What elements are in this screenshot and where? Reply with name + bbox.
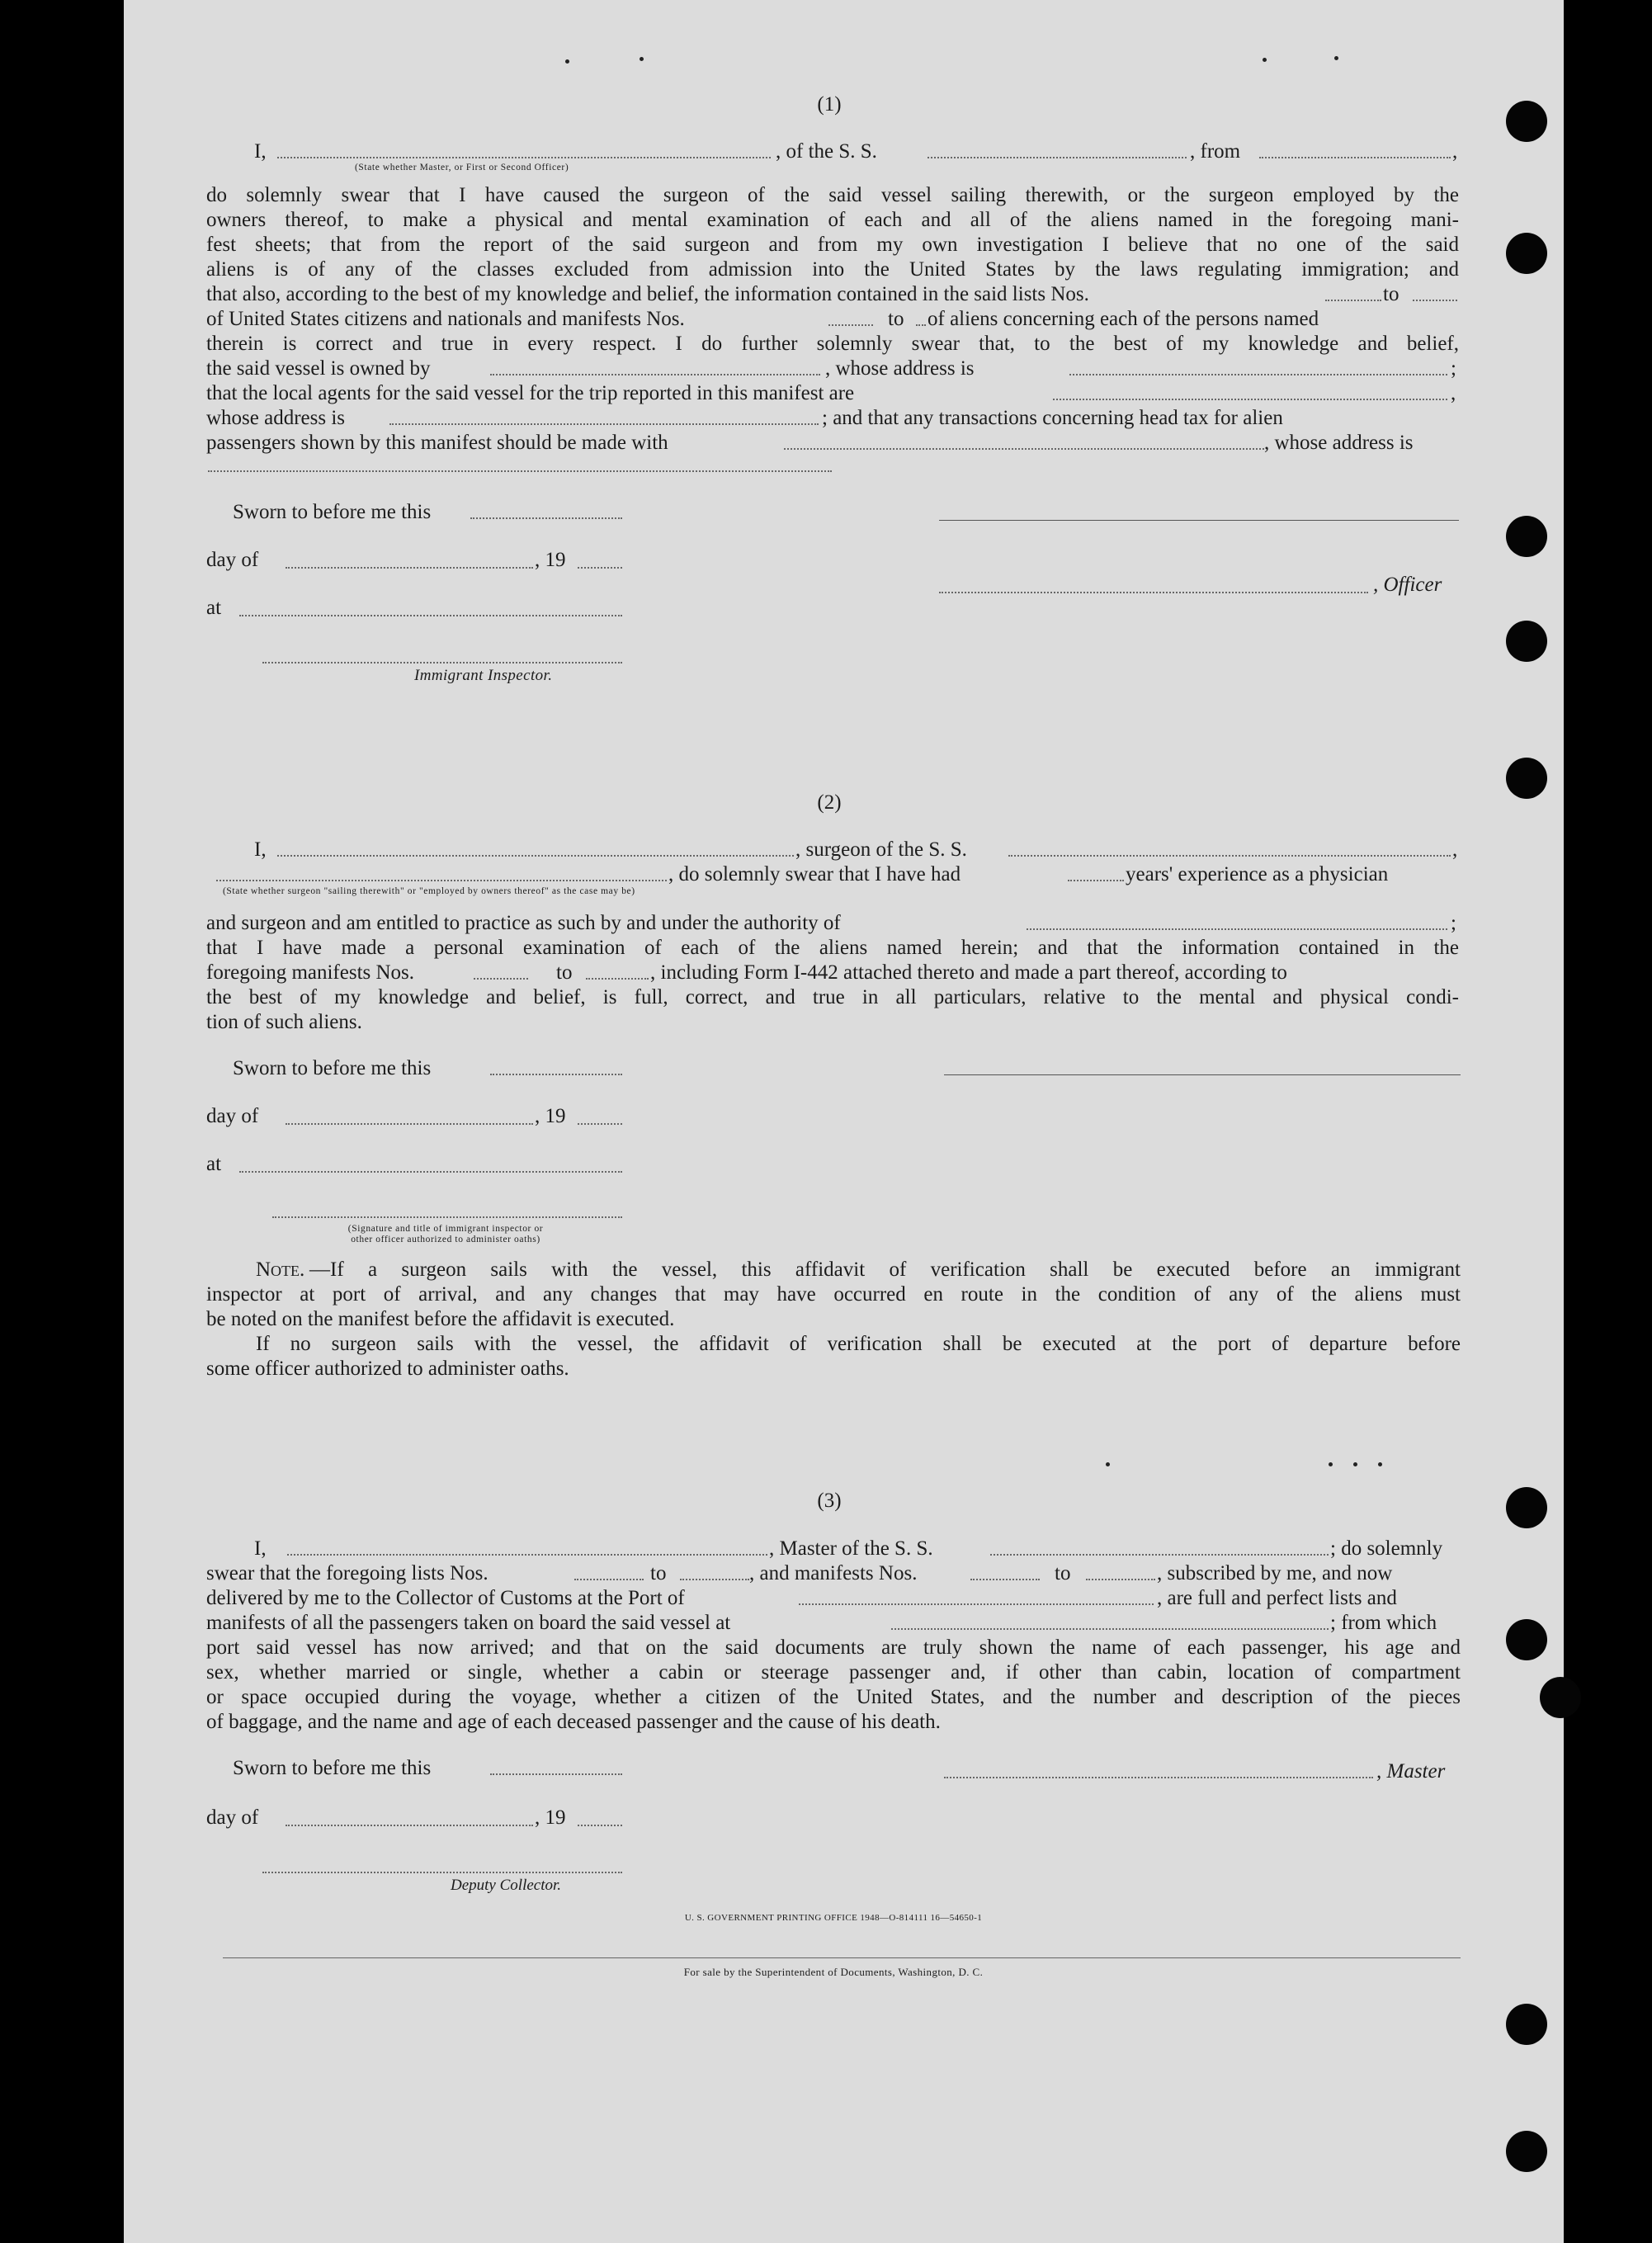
- sworn-date-field[interactable]: [490, 1074, 622, 1075]
- officer-label: , Officer: [1373, 574, 1442, 596]
- speck: [1329, 1462, 1333, 1466]
- note-label: Note.: [256, 1258, 305, 1281]
- month-field[interactable]: [286, 1123, 533, 1125]
- line-end-semicolon: ;: [1451, 357, 1456, 380]
- manifests-label: foregoing manifests Nos.: [206, 961, 415, 984]
- inspector-label: Immigrant Inspector.: [414, 667, 553, 684]
- owner-address-field[interactable]: [1069, 374, 1447, 375]
- master-name-field[interactable]: [287, 1554, 767, 1556]
- officer-name-field[interactable]: [277, 157, 771, 158]
- oath-line: passengers shown by this manifest should be made with: [206, 432, 668, 454]
- oath-line: fest sheets; that from the report of the said surgeon and from my own investigation I believe that no one of the said: [206, 234, 1459, 256]
- whose-address-label: , whose address is: [1264, 432, 1414, 454]
- surgeon-status-field[interactable]: [216, 880, 667, 881]
- punch-hole: [1506, 516, 1547, 557]
- authority-label: and surgeon and am entitled to practice as such by and under the authority of: [206, 912, 841, 934]
- local-agents-label: that the local agents for the said vessel for the trip reported in this manifest are: [206, 382, 855, 404]
- printing-office-line: U. S. GOVERNMENT PRINTING OFFICE 1948—O-814111 16—54650-1: [684, 1913, 983, 1923]
- officer-rank-note: (State whether Master, or First or Second Officer): [355, 163, 569, 172]
- oath-line: or space occupied during the voyage, whether a citizen of the United States, and the number and description of the pieces: [206, 1686, 1461, 1708]
- master-label: , Master: [1376, 1760, 1446, 1783]
- master-signature-field[interactable]: [944, 1777, 1373, 1778]
- surgeon-vessel-field[interactable]: [1008, 855, 1451, 857]
- note-line: inspector at port of arrival, and any changes that may have occurred en route in the condition of any of the aliens must: [206, 1283, 1461, 1306]
- month-field[interactable]: [286, 1825, 533, 1826]
- i-label: I,: [254, 140, 267, 163]
- from-which-label: ; from which: [1330, 1612, 1437, 1634]
- head-tax-address-field[interactable]: [208, 470, 832, 472]
- day-of-label: day of: [206, 549, 259, 571]
- vessel-name-field[interactable]: [927, 157, 1187, 158]
- subscribed-label: , subscribed by me, and now: [1157, 1562, 1393, 1584]
- year-label: , 19: [535, 1806, 566, 1829]
- oath-line: tion of such aliens.: [206, 1011, 362, 1033]
- solemnly-label: ; do solemnly: [1330, 1537, 1443, 1560]
- surgeon-signature-line[interactable]: [944, 1074, 1461, 1075]
- local-agents-field[interactable]: [1053, 399, 1447, 400]
- punch-hole: [1506, 101, 1547, 142]
- at-label: at: [206, 1153, 222, 1175]
- to-label: to: [1055, 1562, 1071, 1584]
- manifests-from-field[interactable]: [970, 1579, 1040, 1580]
- owner-field[interactable]: [490, 374, 820, 375]
- manifests-from-field[interactable]: [474, 978, 528, 980]
- sworn-date-field[interactable]: [470, 517, 622, 519]
- place-field[interactable]: [239, 1171, 622, 1173]
- oath-line: , including Form I-442 attached thereto and made a part thereof, according to: [650, 961, 1287, 984]
- oath-line: ; and that any transactions concerning head tax for alien: [822, 407, 1283, 429]
- manifests-to-field[interactable]: [586, 978, 649, 980]
- speck: [1353, 1462, 1357, 1466]
- inspector-signature-field[interactable]: [262, 662, 622, 663]
- departure-port-field[interactable]: [1259, 157, 1451, 158]
- punch-hole: [1540, 1677, 1581, 1718]
- oath-line: sex, whether married or single, whether a cabin or steerage passenger and, if other than cabin, location of compartment: [206, 1661, 1461, 1683]
- to-label: to: [888, 308, 904, 330]
- manifests-label: , and manifests Nos.: [749, 1562, 918, 1584]
- section-1-number: (1): [817, 93, 842, 116]
- master-ss-label: , Master of the S. S.: [769, 1537, 933, 1560]
- day-of-label: day of: [206, 1105, 259, 1127]
- month-field[interactable]: [286, 567, 533, 569]
- collector-port-label: delivered by me to the Collector of Customs at the Port of: [206, 1587, 685, 1609]
- oath-line: owners thereof, to make a physical and mental examination of each and all of the aliens named in the foregoing mani-: [206, 209, 1459, 231]
- i-label: I,: [254, 838, 267, 861]
- of-ss-label: , of the S. S.: [776, 140, 877, 163]
- note-line: —If a surgeon sails with the vessel, this affidavit of verification shall be executed before an immigrant: [309, 1258, 1461, 1281]
- from-label: , from: [1190, 140, 1241, 163]
- officer-signature-line[interactable]: [939, 520, 1459, 521]
- oath-line: aliens is of any of the classes excluded from admission into the United States by the laws regulating immigration; and: [206, 258, 1459, 281]
- punch-hole: [1506, 2004, 1547, 2045]
- day-of-label: day of: [206, 1806, 259, 1829]
- i-label: I,: [254, 1537, 267, 1560]
- whose-address-label: , whose address is: [825, 357, 975, 380]
- speck: [640, 57, 644, 61]
- line-end-comma: ,: [1452, 140, 1458, 163]
- officer-title-field[interactable]: [939, 592, 1368, 593]
- manifests-from-field[interactable]: [828, 324, 873, 326]
- punch-hole: [1506, 1487, 1547, 1528]
- year-label: , 19: [535, 1105, 566, 1127]
- section-2-number: (2): [817, 791, 842, 814]
- oath-line: that also, according to the best of my knowledge and belief, the information contained in the said lists Nos.: [206, 283, 1089, 305]
- whose-address-label: whose address is: [206, 407, 346, 429]
- oath-line: that I have made a personal examination of each of the aliens named herein; and that the information contained in the: [206, 937, 1459, 959]
- sworn-label: Sworn to before me this: [233, 501, 432, 523]
- deputy-label: Deputy Collector.: [451, 1877, 562, 1894]
- head-tax-party-field[interactable]: [784, 448, 1264, 450]
- solemnly-swear-label: , do solemnly swear that I have had: [668, 863, 961, 885]
- years-experience-label: years' experience as a physician: [1126, 863, 1389, 885]
- punch-hole: [1506, 1619, 1547, 1660]
- speck: [1106, 1462, 1110, 1466]
- signature-note: other officer authorized to administer oaths): [351, 1235, 540, 1244]
- speck: [565, 59, 569, 64]
- owned-by-label: the said vessel is owned by: [206, 357, 431, 380]
- surgeon-status-note: (State whether surgeon "sailing therewith" or "employed by owners thereof" as the case may be): [223, 886, 635, 896]
- to-label: to: [1383, 283, 1399, 305]
- lists-from-field[interactable]: [1325, 300, 1381, 301]
- speck: [1334, 56, 1338, 60]
- line-end-comma: ,: [1452, 838, 1458, 861]
- note-line: If no surgeon sails with the vessel, the affidavit of verification shall be executed at the port of departure before: [256, 1333, 1461, 1355]
- oath-line: of baggage, and the name and age of each deceased passenger and the cause of his death.: [206, 1711, 941, 1733]
- year-field[interactable]: [578, 1123, 622, 1125]
- year-field[interactable]: [578, 567, 622, 569]
- full-lists-label: , are full and perfect lists and: [1157, 1587, 1397, 1609]
- embarkation-port-field[interactable]: [891, 1628, 1329, 1630]
- oath-line: port said vessel has now arrived; and that on the said documents are truly shown the name of each passenger, his age and: [206, 1636, 1461, 1659]
- punch-hole: [1506, 2131, 1547, 2172]
- authority-field[interactable]: [1027, 928, 1447, 930]
- at-label: at: [206, 597, 222, 619]
- place-field[interactable]: [239, 615, 622, 616]
- sworn-label: Sworn to before me this: [233, 1057, 432, 1079]
- agents-address-field[interactable]: [389, 423, 819, 425]
- punch-hole: [1506, 233, 1547, 274]
- punch-hole: [1506, 758, 1547, 799]
- surgeon-name-field[interactable]: [277, 855, 794, 857]
- lists-from-field[interactable]: [574, 1579, 644, 1580]
- manifests-to-field[interactable]: [1086, 1579, 1155, 1580]
- section-3-number: (3): [817, 1490, 842, 1512]
- year-label: , 19: [535, 549, 566, 571]
- note-line: some officer authorized to administer oaths.: [206, 1358, 569, 1380]
- surgeon-ss-label: , surgeon of the S. S.: [795, 838, 967, 861]
- year-field[interactable]: [578, 1825, 622, 1826]
- oath-line: the best of my knowledge and belief, is full, correct, and true in all particulars, relative to the mental and physical condi-: [206, 986, 1459, 1008]
- line-end-comma: ,: [1451, 382, 1456, 404]
- oath-line: therein is correct and true in every respect. I do further solemnly swear that, to the best of my knowledge and belief,: [206, 333, 1459, 355]
- manifests-passengers-label: manifests of all the passengers taken on board the said vessel at: [206, 1612, 731, 1634]
- to-label: to: [556, 961, 573, 984]
- sale-notice: For sale by the Superintendent of Documents, Washington, D. C.: [683, 1966, 984, 1978]
- arrival-port-field[interactable]: [799, 1603, 1154, 1605]
- note-line: be noted on the manifest before the affidavit is executed.: [206, 1308, 675, 1330]
- sworn-date-field[interactable]: [490, 1773, 622, 1775]
- to-label: to: [650, 1562, 667, 1584]
- foregoing-lists-label: swear that the foregoing lists Nos.: [206, 1562, 489, 1584]
- punch-hole: [1506, 621, 1547, 662]
- oath-line: do solemnly swear that I have caused the surgeon of the said vessel sailing therewith, or the surgeon employed by the: [206, 184, 1459, 206]
- oath-line: of United States citizens and nationals and manifests Nos.: [206, 308, 685, 330]
- manifests-to-field[interactable]: [916, 324, 926, 326]
- footer-rule: [223, 1957, 1461, 1958]
- line-end-semicolon: ;: [1451, 912, 1456, 934]
- oath-line: of aliens concerning each of the persons named: [927, 308, 1319, 330]
- sworn-label: Sworn to before me this: [233, 1757, 432, 1779]
- speck: [1378, 1462, 1382, 1466]
- signature-note: (Signature and title of immigrant inspector or: [347, 1224, 544, 1234]
- lists-to-field[interactable]: [1413, 300, 1457, 301]
- deputy-signature-field[interactable]: [262, 1872, 622, 1873]
- inspector-signature-field[interactable]: [272, 1216, 622, 1218]
- master-vessel-field[interactable]: [990, 1554, 1329, 1556]
- speck: [1263, 58, 1267, 62]
- lists-to-field[interactable]: [680, 1579, 749, 1580]
- years-field[interactable]: [1068, 880, 1124, 881]
